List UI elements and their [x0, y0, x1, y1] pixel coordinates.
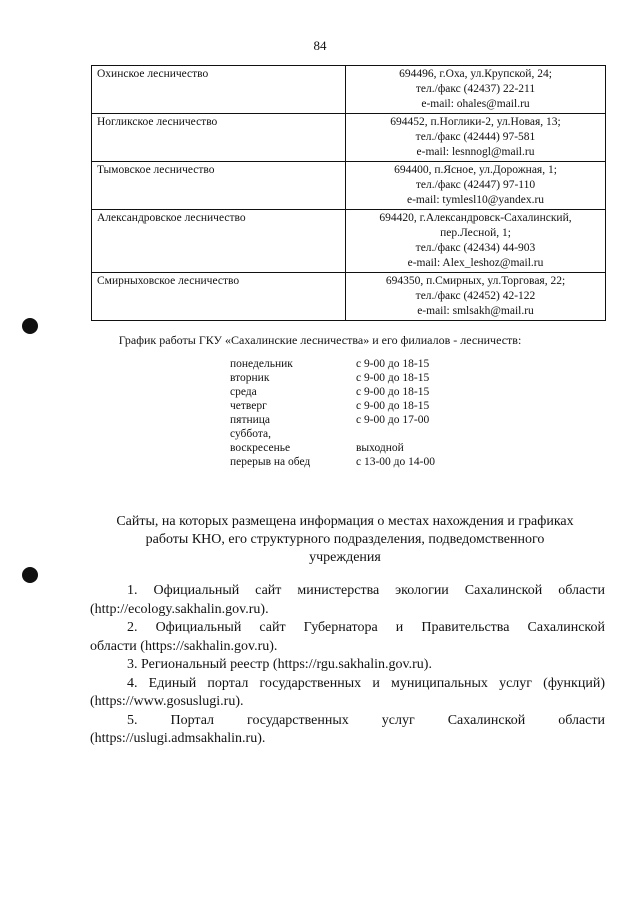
binder-hole-icon — [22, 318, 38, 334]
forestry-address — [346, 210, 606, 273]
phone-line: тел./факс (42437) 22-211 — [415, 83, 536, 95]
phone-line: тел./факс (42452) 42-122 — [415, 290, 536, 302]
email-line: e-mail: Alex_leshoz@mail.ru — [407, 257, 544, 269]
phone-line: тел./факс (42444) 97-581 — [415, 131, 536, 143]
table-row — [92, 273, 606, 321]
table-row — [92, 210, 606, 273]
address-line: пер.Лесной, 1; — [440, 227, 511, 239]
email-line: e-mail: ohales@mail.ru — [421, 98, 530, 110]
schedule-hours: с 9-00 до 18-15 — [356, 400, 430, 412]
table-row — [92, 114, 606, 162]
sites-heading-line: учреждения — [309, 550, 381, 565]
site-item: 5. Портал государственных услуг Сахалинской области — [127, 712, 605, 728]
schedule-row — [230, 399, 435, 413]
forestry-name: Охинское лесничество — [92, 66, 346, 114]
forestry-address — [346, 162, 606, 210]
sites-heading — [80, 513, 610, 567]
sites-heading-line: Сайты, на которых размещена информация о местах нахождения и графиках — [116, 514, 574, 529]
forestry-table — [91, 65, 606, 321]
address-line: 694400, п.Ясное, ул.Дорожная, 1; — [394, 164, 557, 176]
email-line: e-mail: tymlesl10@yandex.ru — [406, 194, 545, 206]
site-item[interactable]: 3. Региональный реестр (https://rgu.sakhalin.gov.ru). — [127, 657, 432, 672]
schedule-row — [230, 413, 435, 427]
schedule-day: понедельник — [230, 358, 293, 370]
phone-line: тел./факс (42447) 97-110 — [415, 179, 536, 191]
sites-list — [90, 582, 605, 749]
site-item: 2. Официальный сайт Губернатора и Правительства Сахалинской — [127, 620, 605, 635]
site-link[interactable]: (http://ecology.sakhalin.gov.ru). — [90, 601, 269, 617]
schedule-hours: с 9-00 до 18-15 — [356, 358, 430, 370]
schedule-row — [230, 357, 435, 371]
address-line: 694420, г.Александровск-Сахалинский, — [379, 212, 572, 224]
forestry-address — [346, 114, 606, 162]
page-number: 84 — [313, 38, 327, 53]
site-link[interactable]: области (https://sakhalin.gov.ru). — [90, 638, 278, 654]
schedule-day-line: суббота, — [230, 428, 271, 440]
schedule-hours: с 9-00 до 18-15 — [356, 372, 430, 384]
schedule-day: четверг — [230, 400, 267, 412]
schedule-hours: выходной — [356, 442, 404, 454]
binder-hole-icon — [22, 567, 38, 583]
forestry-name: Александровское лесничество — [92, 210, 346, 273]
schedule-day: пятница — [230, 414, 271, 426]
site-item: 4. Единый портал государственных и муниципальных услуг (функций) — [127, 675, 605, 691]
site-link[interactable]: (https://www.gosuslugi.ru). — [90, 694, 244, 709]
schedule-hours: с 9-00 до 17-00 — [356, 414, 430, 426]
schedule-day: среда — [230, 386, 257, 398]
schedule-day — [230, 427, 356, 455]
site-item: 1. Официальный сайт министерства экологии Сахалинской области — [127, 583, 605, 598]
schedule-title: График работы ГКУ «Сахалинские лесничества» и его филиалов - лесничеств: — [118, 333, 522, 347]
schedule-row — [230, 455, 435, 469]
schedule-row — [230, 385, 435, 399]
address-line: 694350, п.Смирных, ул.Торговая, 22; — [385, 275, 566, 287]
forestry-name: Тымовское лесничество — [92, 162, 346, 210]
address-line: 694496, г.Оха, ул.Крупской, 24; — [399, 68, 552, 80]
site-link[interactable]: (https://uslugi.admsakhalin.ru). — [90, 731, 266, 746]
schedule-hours: с 13-00 до 14-00 — [356, 456, 435, 468]
forestry-name: Смирныховское лесничество — [92, 273, 346, 321]
forestry-address — [346, 273, 606, 321]
email-line: e-mail: lesnnogl@mail.ru — [416, 146, 535, 158]
schedule-day: перерыв на обед — [230, 456, 311, 468]
address-line: 694452, п.Ноглики-2, ул.Новая, 13; — [390, 116, 561, 128]
table-row — [92, 162, 606, 210]
forestry-address — [346, 66, 606, 114]
schedule-row — [230, 427, 435, 455]
schedule-row — [230, 371, 435, 385]
schedule-day: вторник — [230, 372, 270, 384]
table-row — [92, 66, 606, 114]
forestry-name: Ногликское лесничество — [92, 114, 346, 162]
work-schedule — [230, 357, 435, 469]
email-line: e-mail: smlsakh@mail.ru — [417, 305, 534, 317]
sites-heading-line: работы КНО, его структурного подразделения, подведомственного — [145, 532, 545, 547]
schedule-day-line: воскресенье — [230, 442, 291, 454]
phone-line: тел./факс (42434) 44-903 — [415, 242, 536, 254]
schedule-hours: с 9-00 до 18-15 — [356, 386, 430, 398]
